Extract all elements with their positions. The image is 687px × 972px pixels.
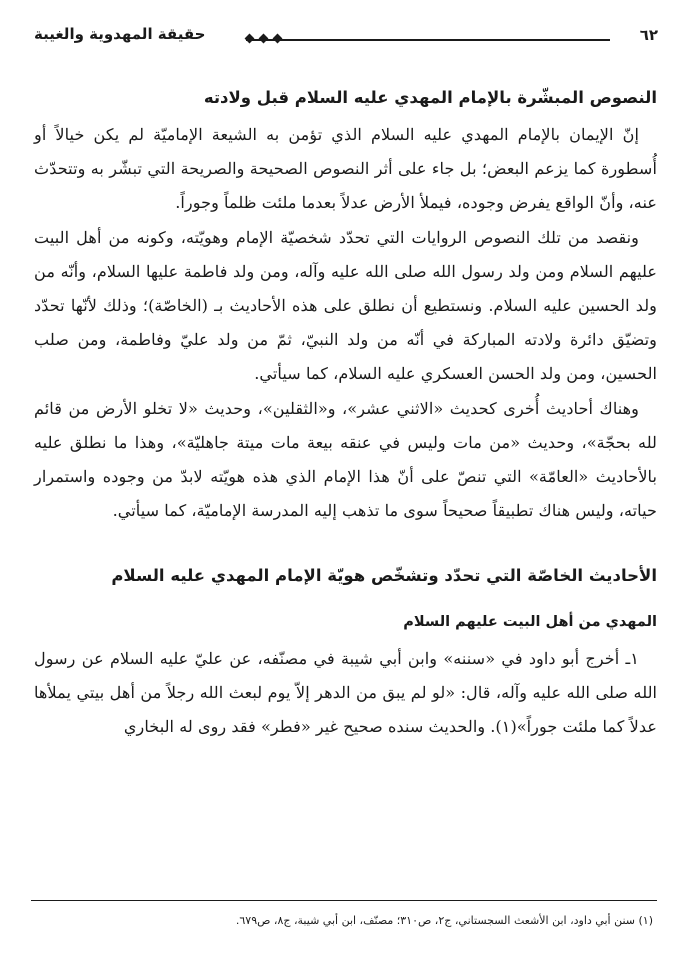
rule-ornament [245, 34, 255, 44]
footnote-rule [31, 900, 657, 901]
paragraph: ونقصد من تلك النصوص الروايات التي تحدّد شخصيّة الإمام وهويّته، وكونه من أهل البيت عليهم السلام ومن ولد رسول الله صلى الله عليه وآله، ومن ولد فاطمة عليها السلام، وأنّه من ولد الحسين عليه السلام. ونستطيع أن نطلق على هذه الأحاديث بـ (الخاصّة)؛ وذلك لأنّها تحدّد وتضيّق دائرة ولادته المباركة في أنّه من ولد النبيّ، ثمّ من ولد عليّ وفاطمة، ومن صلب الحسين، ومن ولد الحسن العسكري عليه السلام، كما سيأتي. [34, 228, 657, 383]
footnote: (١) سنن أبي داود، ابن الأشعث السجستاني، ج٢، ص٣١٠؛ مصنّف، ابن أبي شيبة، ج٨، ص٦٧٩. [235, 914, 653, 927]
section-heading: الأحاديث الخاصّة التي تحدّد وتشخّص هويّة الإمام المهدي عليه السلام [111, 566, 657, 585]
paragraph: إنّ الإيمان بالإمام المهدي عليه السلام الذي تؤمن به الشيعة الإماميّة لم يكن خيالاً أو أُسطورة كما يزعم البعض؛ بل جاء على أثر النصوص الصحيحة والصريحة التي تبشّر به وتتحدّث عنه، وأنّ الواقع يفرض وجوده، فيملأ الأرض عدلاً بعدما ملئت ظلماً وجوراً. [34, 125, 657, 212]
subsection-heading: المهدي من أهل البيت عليهم السلام [403, 614, 657, 630]
header-rule [246, 39, 610, 41]
rule-ornament [273, 34, 283, 44]
page-header [28, 22, 658, 52]
main-heading: النصوص المبشّرة بالإمام المهدي عليه السلام قبل ولادته [203, 88, 657, 107]
rule-ornament [259, 34, 269, 44]
page-body [34, 78, 657, 744]
paragraph-hadith: ١ـ أخرج أبو داود في «سننه» وابن أبي شيبة في مصنّفه، عن عليّ عليه السلام عن رسول الله صلى الله عليه وآله، قال: «لو لم يبق من الدهر إلاّ يوم لبعث الله رجلاً من أهل بيتي يملأها عدلاً كما ملئت جوراً»(١). والحديث سنده صحيح غير «فطر» فقد روى له البخاري [34, 649, 657, 736]
paragraph: وهناك أحاديث أُخرى كحديث «الاثني عشر»، و«الثقلين»، وحديث «لا تخلو الأرض من قائم لله بحجّة»، وحديث «من مات وليس في عنقه بيعة مات ميتة جاهليّة»، وهذا ما نطلق عليه بالأحاديث «العامّة» التي تنصّ على أنّ هذا الإمام الذي هذه هويّته لابدّ من وجوده واستمرار حياته، وليس هناك تطبيقاً صحيحاً سوى ما تذهب إليه المدرسة الإماميّة، كما سيأتي. [34, 399, 657, 520]
running-title: حقيقة المهدوية والغيبة [34, 25, 206, 43]
page-number: ٦٢ [639, 26, 658, 44]
